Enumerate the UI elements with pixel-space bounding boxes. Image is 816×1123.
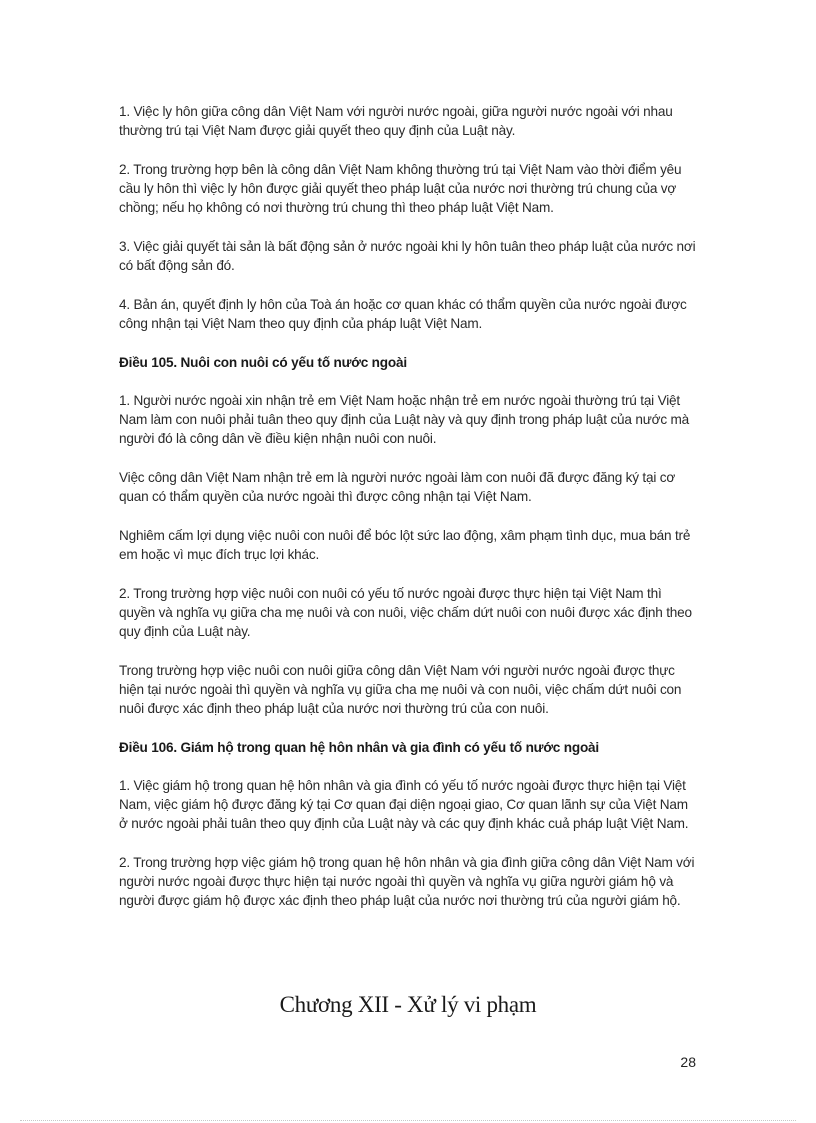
paragraph-ly-hon-4: 4. Bản án, quyết định ly hôn của Toà án hoặc cơ quan khác có thẩm quyền của nước ngoài được công nhận tại Việt Nam theo quy định của pháp luật Việt Nam. xyxy=(119,297,687,331)
article-105-paragraph-2: Việc công dân Việt Nam nhận trẻ em là người nước ngoài làm con nuôi đã được đăng ký tại cơ quan có thẩm quyền của nước ngoài thì được công nhận tại Việt Nam. xyxy=(119,470,676,504)
article-105-heading: Điều 105. Nuôi con nuôi có yếu tố nước ngoài xyxy=(119,355,407,370)
chapter-title: Chương XII - Xử lý vi phạm xyxy=(279,992,537,1017)
article-105-paragraph-1: 1. Người nước ngoài xin nhận trẻ em Việt Nam hoặc nhận trẻ em nước ngoài thường trú tại Việt Nam làm con nuôi phải tuân theo quy định của Luật này và quy định trong pháp luật của nước mà người đó là công dân về điều kiện nhận nuôi con nuôi. xyxy=(119,393,689,446)
article-106-paragraph-1: 1. Việc giám hộ trong quan hệ hôn nhân và gia đình có yếu tố nước ngoài được thực hiện tại Việt Nam, việc giám hộ được đăng ký tại Cơ quan đại diện ngoại giao, Cơ quan lãnh sự của Việt Nam ở nước ngoài phải tuân theo quy định của Luật này và các quy định khác cuả pháp luật Việt Nam. xyxy=(119,778,689,831)
paragraph-ly-hon-3: 3. Việc giải quyết tài sản là bất động sản ở nước ngoài khi ly hôn tuân theo pháp luật của nước nơi có bất động sản đó. xyxy=(119,239,696,273)
page-body xyxy=(119,102,699,930)
article-105-paragraph-3: Nghiêm cấm lợi dụng việc nuôi con nuôi để bóc lột sức lao động, xâm phạm tình dục, mua bán trẻ em hoặc vì mục đích trục lợi khác. xyxy=(119,528,691,562)
page-number: 28 xyxy=(680,1054,696,1070)
article-106-heading: Điều 106. Giám hộ trong quan hệ hôn nhân và gia đình có yếu tố nước ngoài xyxy=(119,740,599,755)
article-105-paragraph-5: Trong trường hợp việc nuôi con nuôi giữa công dân Việt Nam với người nước ngoài được thực hiện tại nước ngoài thì quyền và nghĩa vụ giữa cha mẹ nuôi và con nuôi, việc chấm dứt nuôi con nuôi được xác định theo pháp luật của nước nơi thường trú của con nuôi. xyxy=(119,663,682,716)
page-bottom-divider xyxy=(20,1120,796,1121)
article-105-paragraph-4: 2. Trong trường hợp việc nuôi con nuôi có yếu tố nước ngoài được thực hiện tại Việt Nam thì quyền và nghĩa vụ giữa cha mẹ nuôi và con nuôi, việc chấm dứt nuôi con nuôi được xác định theo quy định của Luật này. xyxy=(119,586,692,639)
paragraph-ly-hon-1: 1. Việc ly hôn giữa công dân Việt Nam với người nước ngoài, giữa người nước ngoài với nhau thường trú tại Việt Nam được giải quyết theo quy định của Luật này. xyxy=(119,104,673,138)
article-106-paragraph-2: 2. Trong trường hợp việc giám hộ trong quan hệ hôn nhân và gia đình giữa công dân Việt Nam với người nước ngoài được thực hiện tại nước ngoài thì quyền và nghĩa vụ giữa người giám hộ và người được giám hộ được xác định theo pháp luật của nước nơi thường trú của người giám hộ. xyxy=(119,855,695,908)
paragraph-ly-hon-2: 2. Trong trường hợp bên là công dân Việt Nam không thường trú tại Việt Nam vào thời điểm yêu cầu ly hôn thì việc ly hôn được giải quyết theo pháp luật của nước nơi thường trú chung của vợ chồng; nếu họ không có nơi thường trú chung thì theo pháp luật Việt Nam. xyxy=(119,162,682,215)
